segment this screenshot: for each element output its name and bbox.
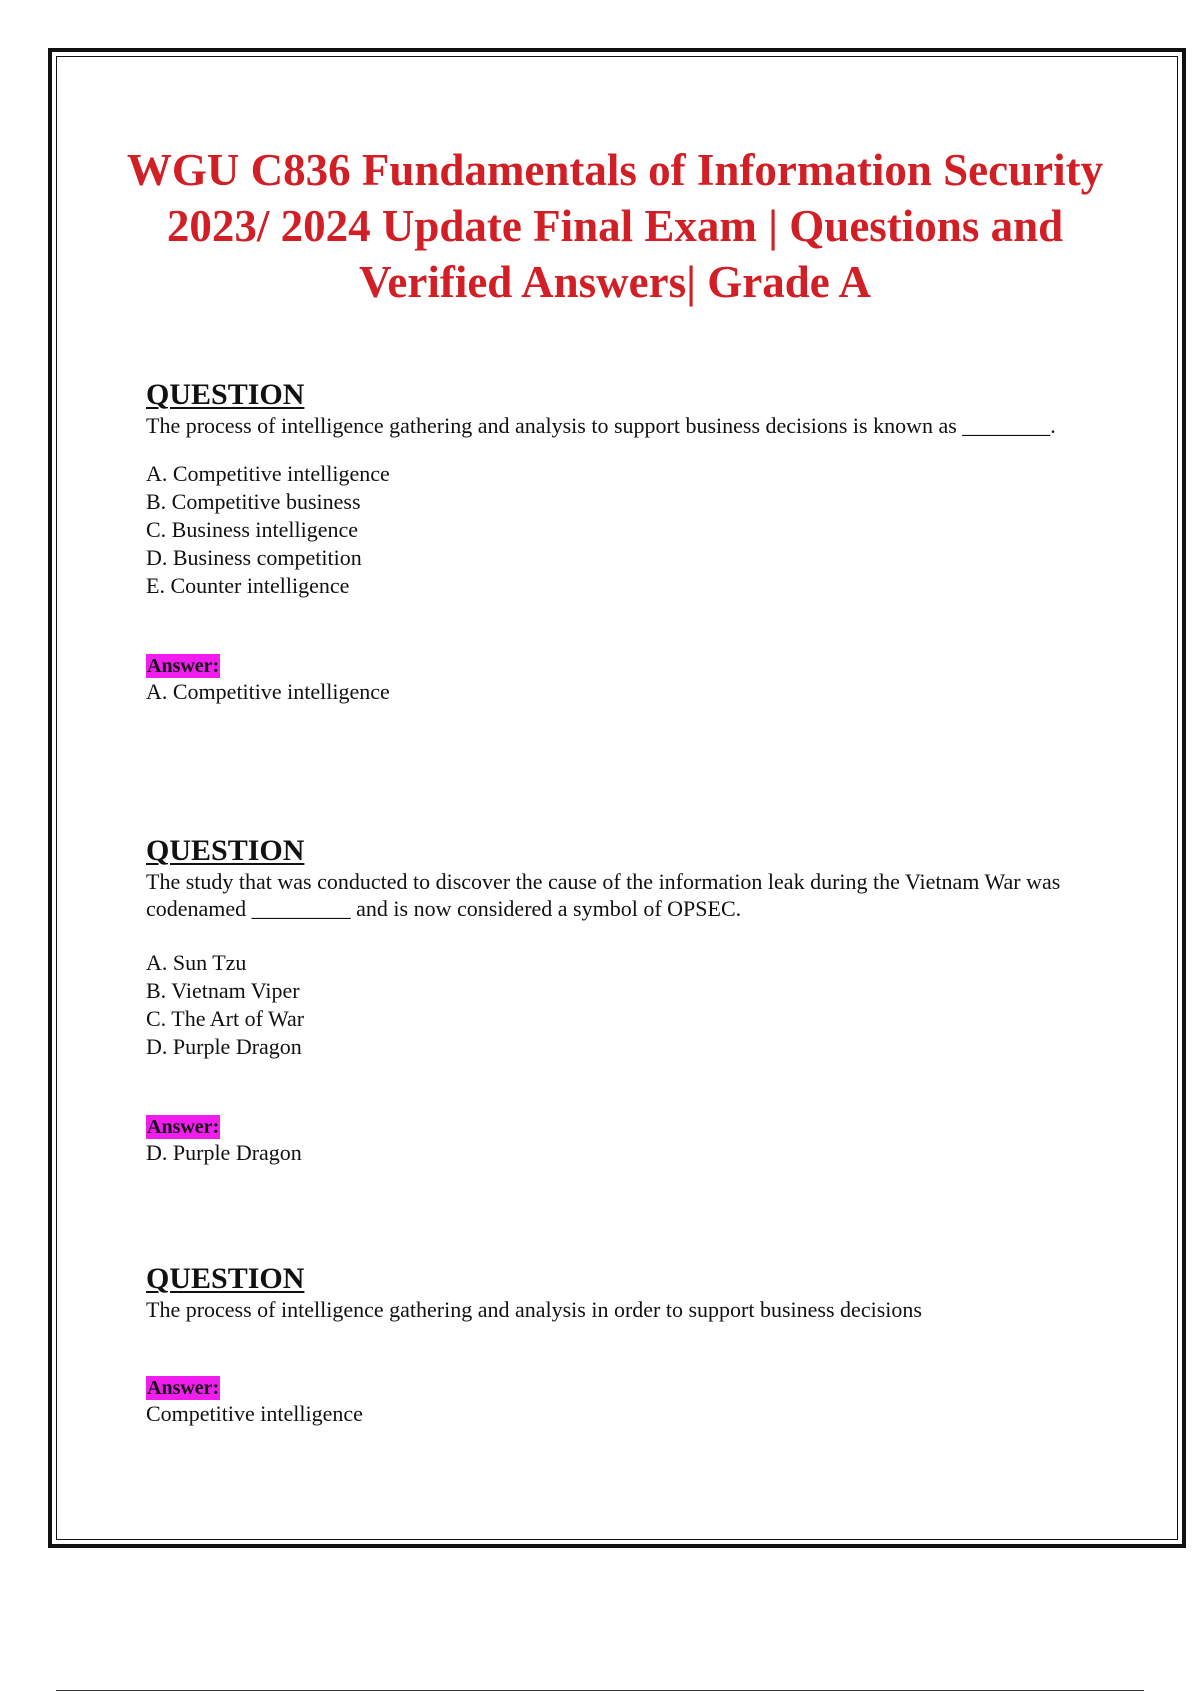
- option-item: E. Counter intelligence: [146, 573, 350, 598]
- option-item: A. Competitive intelligence: [146, 461, 390, 486]
- option-item: B. Competitive business: [146, 489, 361, 514]
- answer-label: Answer:: [147, 655, 220, 677]
- option-item: A. Sun Tzu: [146, 950, 247, 975]
- option-list: [146, 460, 1106, 600]
- question-block-3: [146, 1262, 1106, 1428]
- question-block-2: [146, 834, 1106, 1167]
- option-item: D. Business competition: [146, 545, 362, 570]
- answer-text: Competitive intelligence: [146, 1401, 363, 1426]
- question-heading: QUESTION: [146, 1262, 305, 1295]
- question-text: The process of intelligence gathering and analysis to support business decisions is known as ________.: [146, 413, 1056, 438]
- option-item: C. Business intelligence: [146, 517, 359, 542]
- question-text: The study that was conducted to discover the cause of the information leak during the Vietnam War was codenamed _________ and is now considered a symbol of OPSEC.: [146, 869, 1061, 921]
- question-block-1: [146, 378, 1106, 706]
- question-text: The process of intelligence gathering and analysis in order to support business decisions: [146, 1297, 922, 1322]
- option-item: B. Vietnam Viper: [146, 978, 300, 1003]
- answer-text: D. Purple Dragon: [146, 1140, 302, 1165]
- document-title: WGU C836 Fundamentals of Information Security 2023/ 2024 Update Final Exam | Questions and Verified Answers| Grade A: [126, 145, 1104, 307]
- option-item: C. The Art of War: [146, 1006, 305, 1031]
- option-item: D. Purple Dragon: [146, 1034, 302, 1059]
- footer-divider: [56, 1690, 1144, 1691]
- question-heading: QUESTION: [146, 378, 305, 411]
- answer-label: Answer:: [147, 1377, 220, 1399]
- option-list: [146, 949, 1106, 1061]
- answer-label: Answer:: [147, 1116, 220, 1138]
- question-heading: QUESTION: [146, 834, 305, 867]
- answer-text: A. Competitive intelligence: [146, 679, 390, 704]
